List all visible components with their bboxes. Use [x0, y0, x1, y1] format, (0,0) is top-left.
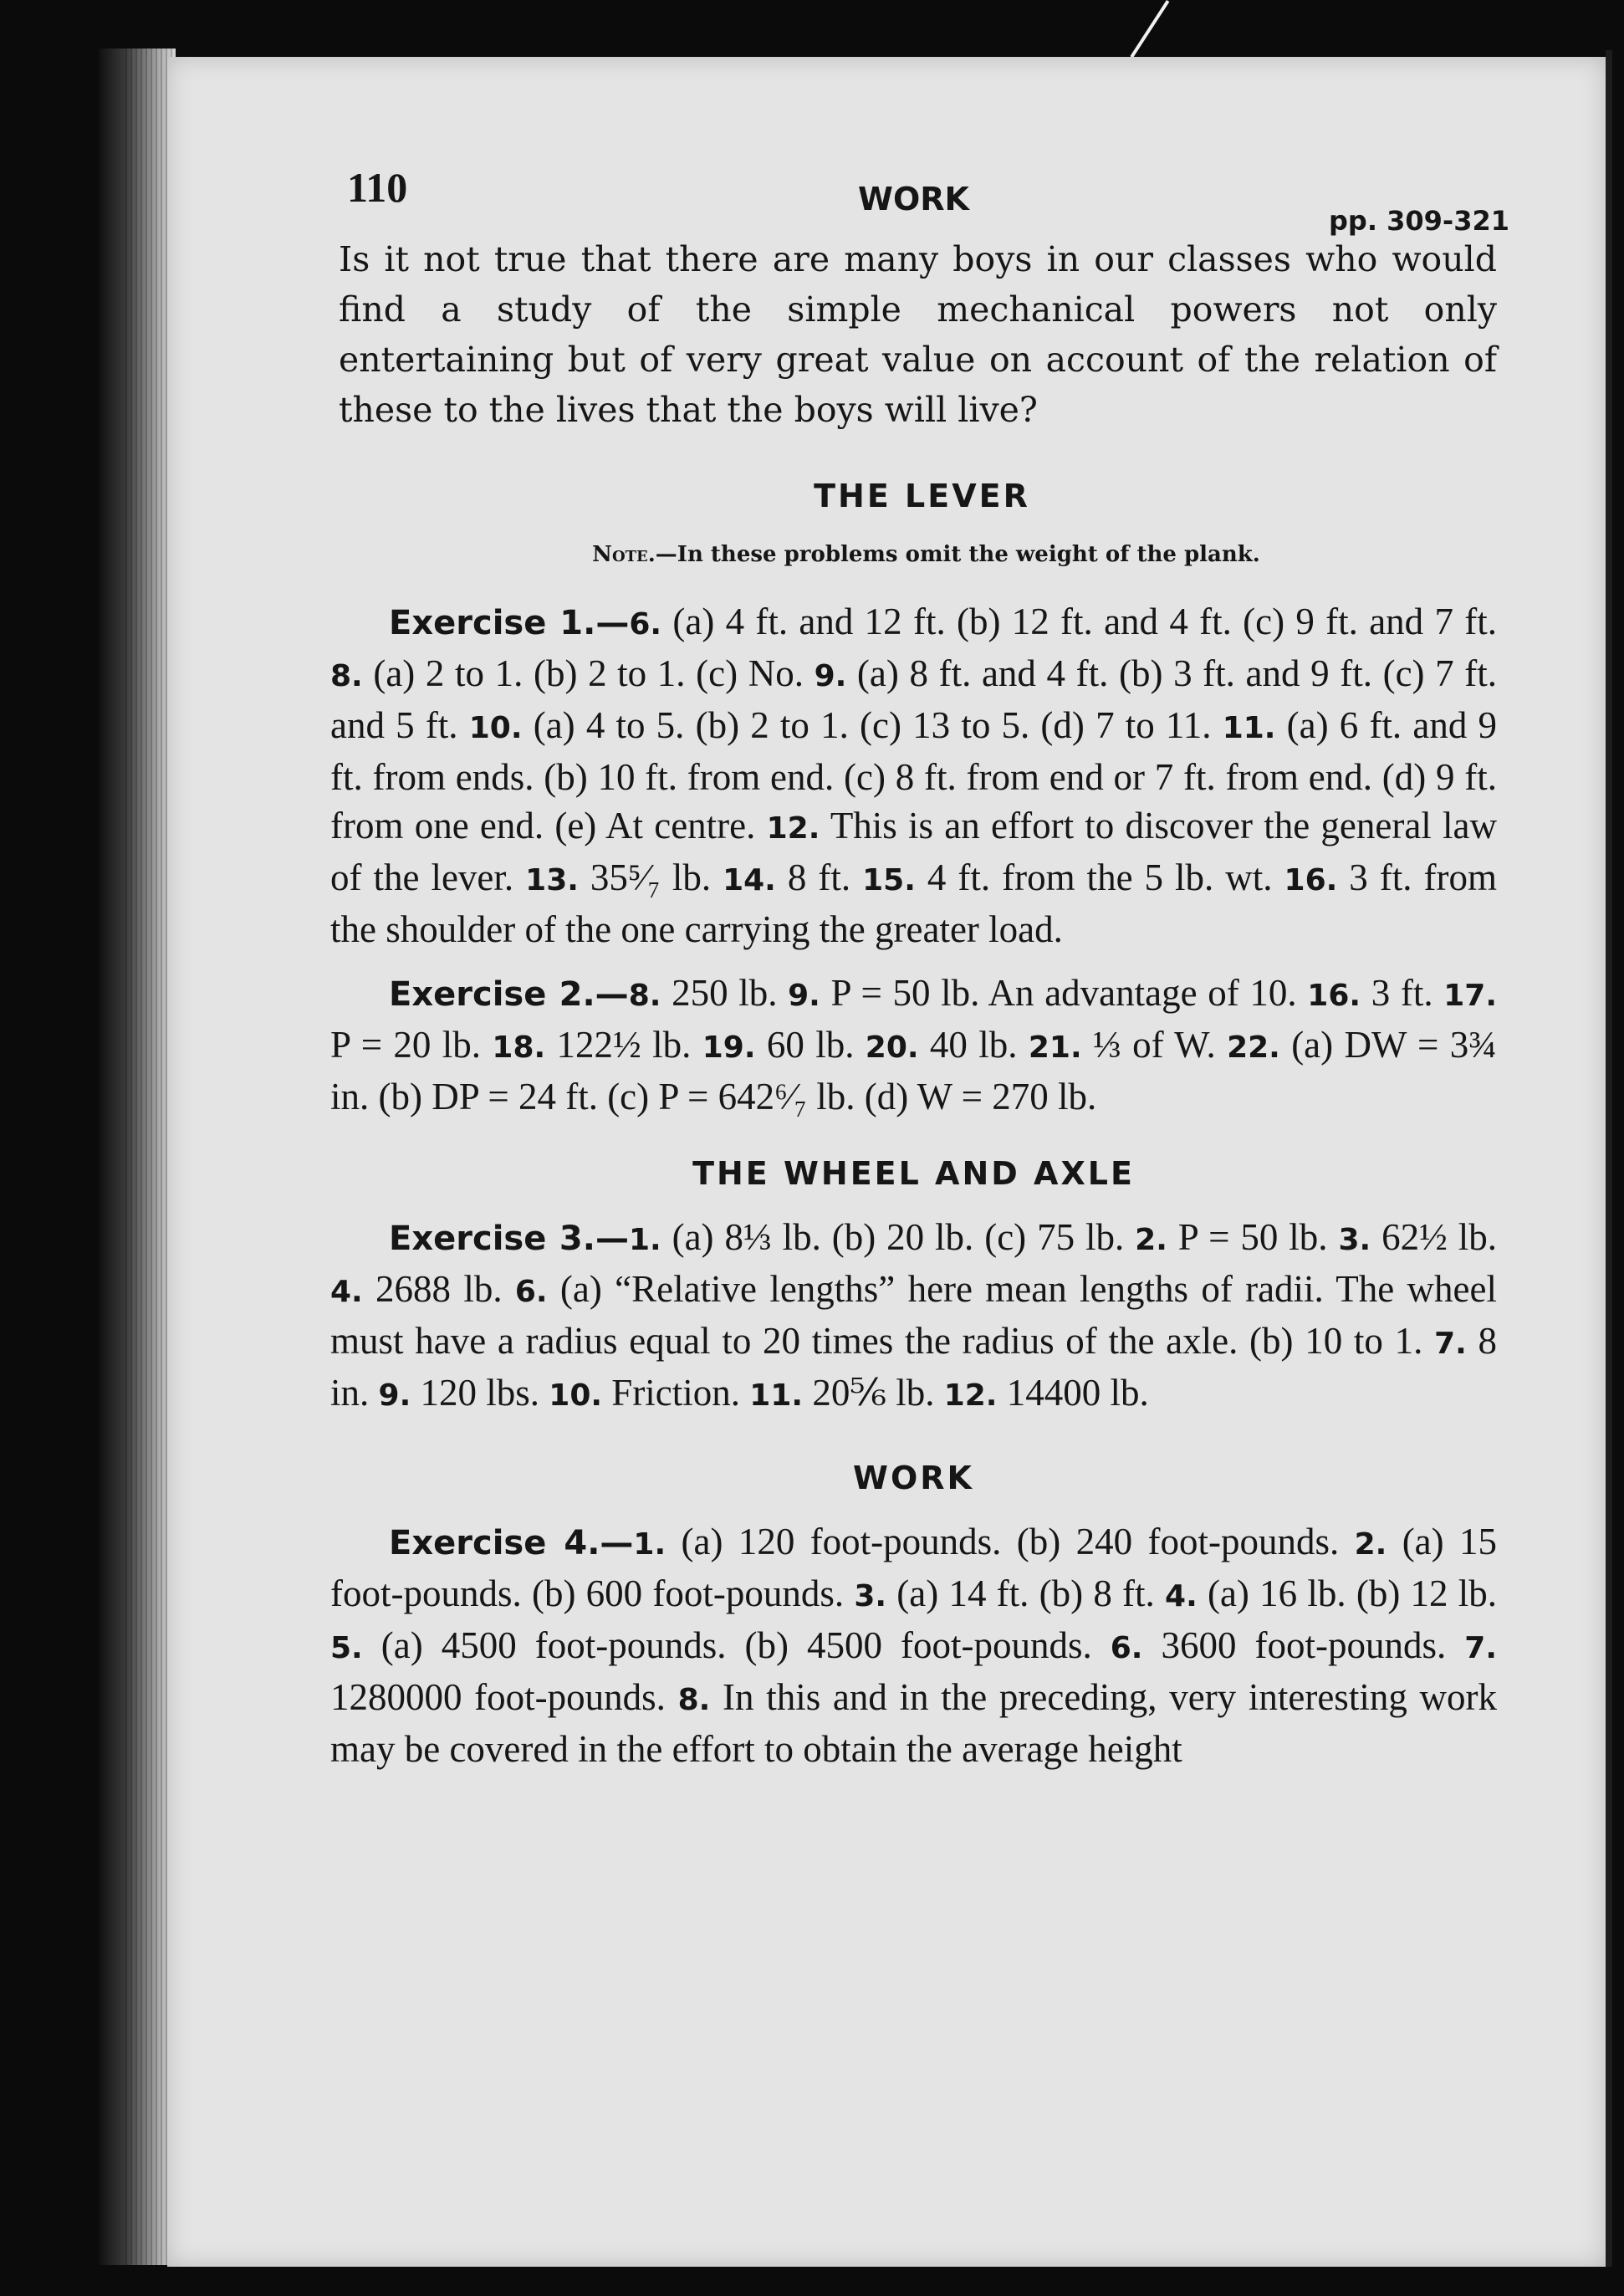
item-text: (a) “Relative lengths” here mean lengths of radii. The wheel must have a radius equal to 20 times the radius of the axle. (b) 10 to 1.	[330, 1268, 1497, 1362]
item-number: 7.	[1434, 1327, 1467, 1361]
item-text: (a) 14 ft. (b) 8 ft.	[886, 1572, 1166, 1614]
item-number: 14.	[723, 863, 776, 897]
item-text: 3600 foot-pounds.	[1142, 1624, 1465, 1666]
item-text: (a) 15 foot-pounds. (b) 600 foot-pounds.	[330, 1521, 1498, 1614]
item-text: (a) 16 lb. (b) 12 lb.	[1197, 1572, 1497, 1614]
item-text: ⅓ of W.	[1081, 1024, 1228, 1066]
item-number: 18.	[492, 1030, 546, 1065]
item-text: (a) 120 foot-pounds. (b) 240 foot-pounds.	[666, 1521, 1355, 1562]
exercise-lead: Exercise 3.—	[389, 1220, 629, 1258]
item-text: 40 lb.	[918, 1024, 1029, 1066]
section-heading-wheel-and-axle: THE WHEEL AND AXLE	[692, 1155, 1135, 1192]
item-text: 3 ft. from the shoulder of the one carrying the greater load.	[330, 857, 1497, 950]
item-text: P = 50 lb.	[1167, 1216, 1339, 1258]
exercise-3	[330, 1213, 1497, 1420]
item-text: Friction.	[602, 1372, 750, 1414]
item-number: 11.	[1222, 711, 1276, 745]
scan-scratch	[1130, 0, 1169, 58]
item-number: 16.	[1284, 863, 1338, 897]
item-number: 11.	[749, 1378, 804, 1413]
item-text: 120 lbs.	[411, 1372, 549, 1414]
item-number: 1.	[633, 1527, 666, 1562]
exercise-4	[330, 1517, 1497, 1773]
item-text: 122½ lb.	[545, 1024, 702, 1066]
item-text: 8 ft.	[775, 857, 863, 898]
item-number: 7.	[1464, 1631, 1497, 1665]
item-number: 3.	[1338, 1223, 1371, 1257]
exercise-lead: Exercise 2.—	[389, 975, 629, 1014]
item-text: (a) DW = 3¾ in. (b) DP = 24 ft. (c) P = 642⁶⁄₇ lb. (d) W = 270 lb.	[330, 1024, 1497, 1117]
item-number: 10.	[549, 1378, 603, 1413]
item-text: 1280000 foot-pounds.	[330, 1676, 678, 1718]
exercise-lead: Exercise 4.—	[389, 1524, 634, 1562]
page-header	[330, 155, 1509, 237]
page-number: 110	[347, 164, 408, 211]
item-text: 35⁵⁄₇ lb.	[578, 857, 723, 898]
exercise-lead: Exercise 1.—	[389, 604, 630, 642]
item-text: 4 ft. from the 5 lb. wt.	[915, 857, 1284, 898]
note-label: Note.	[592, 542, 656, 567]
item-text: In this and in the preceding, very interesting work may be covered in the effort to obtain the average height	[330, 1676, 1497, 1770]
item-number: 20.	[865, 1030, 919, 1065]
item-number: 6.	[1110, 1631, 1143, 1665]
item-number: 1.	[628, 1223, 661, 1257]
note-text: —In these problems omit the weight of the plank.	[655, 542, 1260, 567]
item-number: 6.	[514, 1275, 548, 1309]
section-heading-lever: THE LEVER	[814, 478, 1030, 514]
item-number: 5.	[330, 1631, 363, 1665]
item-number: 10.	[468, 711, 523, 745]
right-edge	[1606, 50, 1612, 2267]
item-number: 12.	[766, 811, 820, 846]
item-text: (a) 4 to 5. (b) 2 to 1. (c) 13 to 5. (d) 7 to 11.	[522, 704, 1223, 746]
item-number: 3.	[854, 1579, 887, 1613]
item-text: P = 20 lb.	[330, 1024, 493, 1066]
item-number: 8.	[677, 1683, 711, 1717]
item-text: P = 50 lb. An advantage of 10.	[820, 972, 1308, 1014]
item-text: 250 lb.	[661, 972, 789, 1014]
item-text: 62½ lb.	[1371, 1216, 1497, 1258]
section-note	[355, 530, 1497, 579]
item-text: (a) 4500 foot-pounds. (b) 4500 foot-pounds.	[362, 1624, 1111, 1666]
item-text: (a) 2 to 1. (b) 2 to 1. (c) No.	[362, 652, 815, 694]
exercise-2	[330, 969, 1497, 1121]
item-text: 20⅚ lb.	[803, 1372, 944, 1414]
item-text: 8 in.	[330, 1320, 1498, 1414]
item-text: 3 ft.	[1361, 972, 1444, 1014]
item-number: 19.	[702, 1030, 756, 1065]
item-number: 9.	[788, 979, 820, 1013]
item-number: 22.	[1227, 1030, 1280, 1065]
item-number: 17.	[1443, 979, 1497, 1013]
item-number: 21.	[1028, 1030, 1082, 1065]
item-number: 8.	[330, 659, 363, 693]
item-number: 16.	[1307, 979, 1361, 1013]
item-text: 14400 lb.	[997, 1372, 1149, 1414]
item-text: 2688 lb.	[362, 1268, 515, 1310]
item-text: (a) 4 ft. and 12 ft. (b) 12 ft. and 4 ft. (c) 9 ft. and 7 ft.	[661, 601, 1497, 642]
section-heading-work: WORK	[853, 1460, 974, 1496]
item-text: (a) 6 ft. and 9 ft. from ends. (b) 10 ft. from end. (c) 8 ft. from end or 7 ft. from end. (d) 9 ft. from one end. (e) At centre.	[330, 704, 1498, 846]
item-number: 9.	[814, 659, 847, 693]
item-number: 13.	[525, 863, 579, 897]
item-number: 15.	[862, 863, 916, 897]
item-number: 6.	[629, 607, 662, 642]
exercise-1	[330, 597, 1497, 954]
intro-paragraph: Is it not true that there are many boys in our classes who would find a study of the simple mechanical powers not only entertaining but of very great value on account of the relation of these to the lives that the boys will live?	[339, 239, 1497, 430]
item-text: (a) 8⅓ lb. (b) 20 lb. (c) 75 lb.	[661, 1216, 1136, 1258]
item-number: 4.	[330, 1275, 363, 1309]
item-number: 4.	[1165, 1579, 1198, 1613]
item-number: 8.	[628, 979, 661, 1013]
running-title: WORK	[858, 181, 969, 217]
item-number: 2.	[1135, 1223, 1167, 1257]
item-text: This is an effort to discover the general law of the lever.	[330, 805, 1497, 898]
page-range: pp. 309-321	[1329, 205, 1509, 237]
item-text: 60 lb.	[755, 1024, 866, 1066]
item-number: 9.	[378, 1378, 411, 1413]
item-text: (a) 8 ft. and 4 ft. (b) 3 ft. and 9 ft. (c) 7 ft. and 5 ft.	[330, 652, 1497, 746]
item-number: 12.	[943, 1378, 998, 1413]
item-number: 2.	[1354, 1527, 1387, 1562]
page-content	[330, 155, 1509, 1782]
